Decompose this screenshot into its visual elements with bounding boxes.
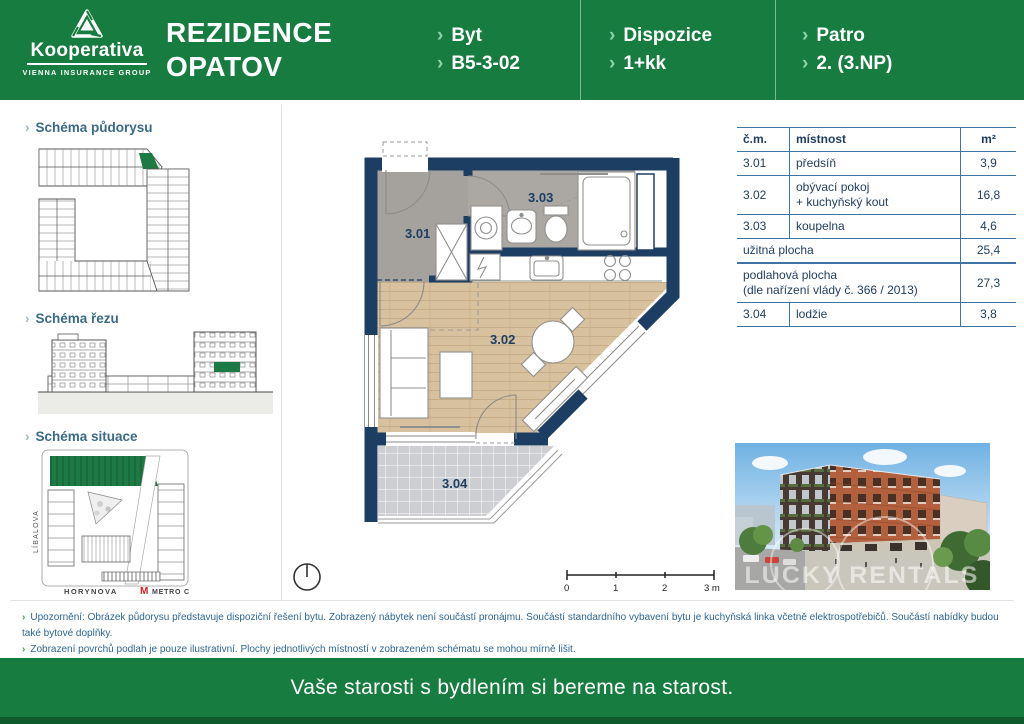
col-header-number: č.m. — [737, 128, 790, 152]
room-number: 3.04 — [737, 303, 790, 327]
floor-label: Patro — [816, 25, 865, 46]
chevron-icon: › — [22, 644, 26, 655]
floor-plan — [290, 130, 720, 600]
room-number: 3.03 — [737, 215, 790, 239]
room-name: předsíň — [790, 152, 961, 176]
chevron-icon: › — [25, 311, 30, 326]
room-name-line1: obývací pokoj — [796, 180, 870, 194]
header-separator — [580, 0, 581, 100]
chevron-icon: › — [437, 25, 444, 46]
kooperativa-logo — [20, 8, 154, 77]
unit-value: B5-3-02 — [451, 53, 520, 74]
table-row — [737, 215, 1016, 239]
chevron-icon: › — [609, 25, 616, 46]
layout-label: Dispozice — [623, 25, 713, 46]
section-title-floorplan-schema — [25, 120, 153, 135]
main-building — [780, 465, 940, 559]
col-header-room: místnost — [790, 128, 961, 152]
watermark-text: LUCKY RENTALS — [744, 562, 980, 589]
scale-tick: 1 — [613, 583, 619, 594]
section-title-text: Schéma půdorysu — [35, 120, 153, 135]
chevron-icon: › — [802, 53, 809, 74]
floor-value: 2. (3.NP) — [816, 53, 893, 74]
footer-bar — [0, 658, 1024, 724]
chevron-icon: › — [609, 53, 616, 74]
room-area: 16,8 — [961, 176, 1017, 215]
disclaimer-line1 — [22, 610, 1002, 642]
brand-name: Kooperativa — [30, 40, 144, 61]
street-label-horynova: HORYNOVA — [64, 587, 118, 596]
room-name-line2: + kuchyňský kout — [796, 195, 889, 209]
shower — [578, 172, 635, 250]
unit-label: Byt — [451, 25, 482, 46]
shaft — [637, 174, 654, 250]
summary-area: 27,3 — [961, 263, 1017, 303]
summary-label: užitná plocha — [737, 239, 961, 264]
highlighted-unit — [214, 362, 240, 372]
scale-tick: 3 m — [704, 583, 720, 594]
section-title-section-schema — [25, 311, 119, 326]
table-row — [737, 176, 1016, 215]
chevron-icon: › — [25, 429, 30, 444]
col-header-area: m² — [961, 128, 1017, 152]
project-title — [166, 16, 332, 84]
metro-label: METRO C — [152, 589, 190, 596]
room-label-304: 3.04 — [442, 476, 468, 491]
sidebar-divider — [281, 105, 282, 600]
layout-value: 1+kk — [623, 53, 667, 74]
room-name: lodžie — [790, 303, 961, 327]
street-label-libalova: LÍBALOVA — [33, 510, 40, 553]
room-areas-table — [737, 127, 1016, 327]
site-plan-schema — [30, 448, 200, 596]
north-arrow-icon — [294, 564, 320, 590]
room-label-303: 3.03 — [528, 190, 554, 205]
summary-label-line1: podlahová plocha — [743, 268, 838, 282]
room-area: 3,9 — [961, 152, 1017, 176]
room-number: 3.01 — [737, 152, 790, 176]
footer-shadow — [0, 717, 1024, 724]
footer-slogan: Vaše starosti s bydlením si bereme na starost. — [290, 675, 734, 699]
header-bar — [0, 0, 1024, 100]
chevron-icon: › — [437, 53, 444, 74]
brand-rule — [27, 63, 147, 65]
chevron-icon: › — [22, 612, 26, 623]
section-title-text: Schéma řezu — [35, 311, 119, 326]
toilet-tank — [544, 206, 568, 215]
disclaimer-text: Zobrazení povrchů podlah je pouze ilustrativní. Plochy jednotlivých místností v zobrazeném schématu se mohou mírně lišit. — [30, 644, 576, 655]
disclaimer — [22, 610, 1002, 658]
table-row — [737, 152, 1016, 176]
unit-info — [437, 22, 520, 78]
summary-row-usable — [737, 239, 1016, 264]
project-title-line1: REZIDENCE — [166, 17, 333, 48]
kooperativa-logo-icon — [69, 8, 105, 40]
summary-area: 25,4 — [961, 239, 1017, 264]
room-label-301: 3.01 — [405, 226, 431, 241]
wardrobe — [436, 224, 467, 280]
disclaimer-text: Upozornění: Obrázek půdorysu představuje dispoziční řešení bytu. Zobrazený nábytek není součástí pronájmu. Součástí standardního vybavení bytu je kuchyňská linka včetně elektrospotřebičů. Součástí nabídky budou také bytové doplňky. — [22, 612, 999, 639]
toilet — [545, 216, 567, 242]
room-label-302: 3.02 — [490, 332, 516, 347]
table-header-row — [737, 128, 1016, 152]
building-floorplan-schema — [35, 141, 195, 293]
table-row-loggia — [737, 303, 1016, 327]
room-area: 4,6 — [961, 215, 1017, 239]
room-name — [790, 176, 961, 215]
section-title-text: Schéma situace — [35, 429, 138, 444]
room-number: 3.02 — [737, 176, 790, 215]
building-section-schema — [38, 330, 273, 425]
chevron-icon: › — [802, 25, 809, 46]
summary-label — [737, 263, 961, 303]
header-separator — [775, 0, 776, 100]
sofa — [380, 328, 428, 418]
scale-tick: 0 — [564, 583, 570, 594]
disclaimer-line2 — [22, 642, 1002, 658]
project-title-line2: OPATOV — [166, 51, 283, 82]
layout-info — [609, 22, 712, 78]
brand-group: VIENNA INSURANCE GROUP — [22, 68, 152, 77]
section-title-site-schema — [25, 429, 138, 444]
room-name: koupelna — [790, 215, 961, 239]
chevron-icon: › — [25, 120, 30, 135]
building-rendering-photo — [735, 443, 990, 590]
summary-row-floor — [737, 263, 1016, 303]
room-area: 3,8 — [961, 303, 1017, 327]
floor-info — [802, 22, 892, 78]
footer-divider — [10, 600, 1014, 601]
scale-bar — [564, 570, 720, 594]
summary-label-line2: (dle nařízení vlády č. 366 / 2013) — [743, 283, 918, 297]
metro-logo-icon: M — [140, 586, 149, 596]
coffee-table — [440, 352, 472, 398]
scale-tick: 2 — [662, 583, 668, 594]
